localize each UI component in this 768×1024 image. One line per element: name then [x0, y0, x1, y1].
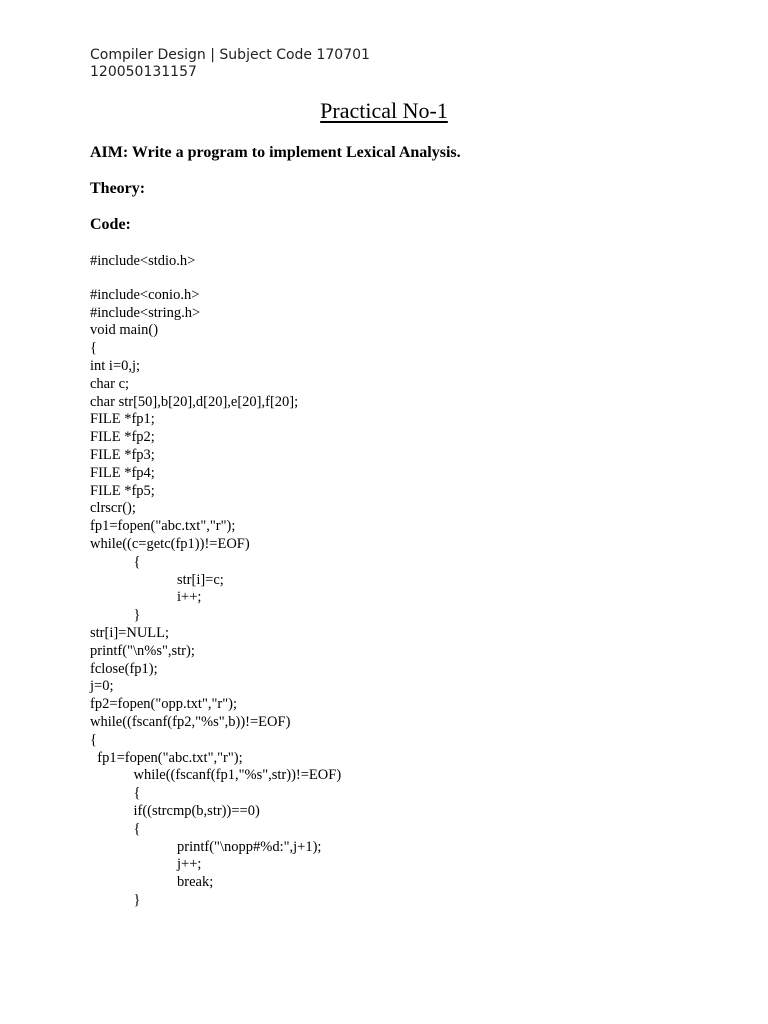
code-line: printf("\n%s",str); — [90, 642, 195, 659]
aim-heading: AIM: Write a program to implement Lexical Analysis. — [90, 144, 461, 161]
code-line: char str[50],b[20],d[20],e[20],f[20]; — [90, 393, 299, 410]
code-line: { — [90, 820, 141, 837]
code-line: fp2=fopen("opp.txt","r"); — [90, 696, 238, 713]
code-line: fclose(fp1); — [90, 660, 158, 677]
code-line: } — [90, 891, 141, 908]
code-line: #include<stdio.h> — [90, 253, 196, 269]
code-line: break; — [90, 874, 214, 891]
code-line: void main() — [90, 322, 159, 339]
code-line: FILE *fp4; — [90, 464, 155, 481]
page-header — [90, 47, 370, 81]
code-line: { — [90, 553, 141, 570]
code-line: while((fscanf(fp1,"%s",str))!=EOF) — [90, 767, 342, 784]
code-line: int i=0,j; — [90, 357, 141, 374]
code-line: str[i]=NULL; — [90, 624, 170, 641]
page-title — [0, 98, 768, 124]
header-id-line: 120050131157 — [90, 64, 197, 80]
code-line: if((strcmp(b,str))==0) — [90, 802, 260, 819]
code-line: char c; — [90, 375, 130, 392]
code-line: #include<conio.h> — [90, 286, 200, 303]
theory-heading: Theory: — [90, 180, 146, 197]
code-line: FILE *fp5; — [90, 482, 155, 499]
code-line: #include<string.h> — [90, 304, 201, 321]
code-line: FILE *fp1; — [90, 411, 155, 428]
code-line: j++; — [90, 856, 202, 873]
code-line: fp1=fopen("abc.txt","r"); — [90, 518, 236, 535]
page-title-text: Practical No-1 — [320, 98, 448, 123]
code-line: clrscr(); — [90, 500, 136, 517]
code-line: { — [90, 340, 97, 357]
code-line: j=0; — [90, 678, 114, 695]
code-line: } — [90, 607, 141, 624]
code-line: i++; — [90, 589, 202, 606]
header-course-line: Compiler Design | Subject Code 170701 — [90, 47, 370, 63]
code-block — [90, 253, 341, 910]
code-line: FILE *fp3; — [90, 446, 155, 463]
code-line: while((c=getc(fp1))!=EOF) — [90, 535, 250, 552]
code-line: while((fscanf(fp2,"%s",b))!=EOF) — [90, 713, 291, 730]
code-line: fp1=fopen("abc.txt","r"); — [90, 749, 243, 766]
code-line: printf("\nopp#%d:",j+1); — [90, 838, 322, 855]
code-line: { — [90, 731, 97, 748]
code-line: str[i]=c; — [90, 571, 224, 588]
code-line: { — [90, 785, 141, 802]
code-heading: Code: — [90, 216, 131, 233]
code-line: FILE *fp2; — [90, 429, 155, 446]
